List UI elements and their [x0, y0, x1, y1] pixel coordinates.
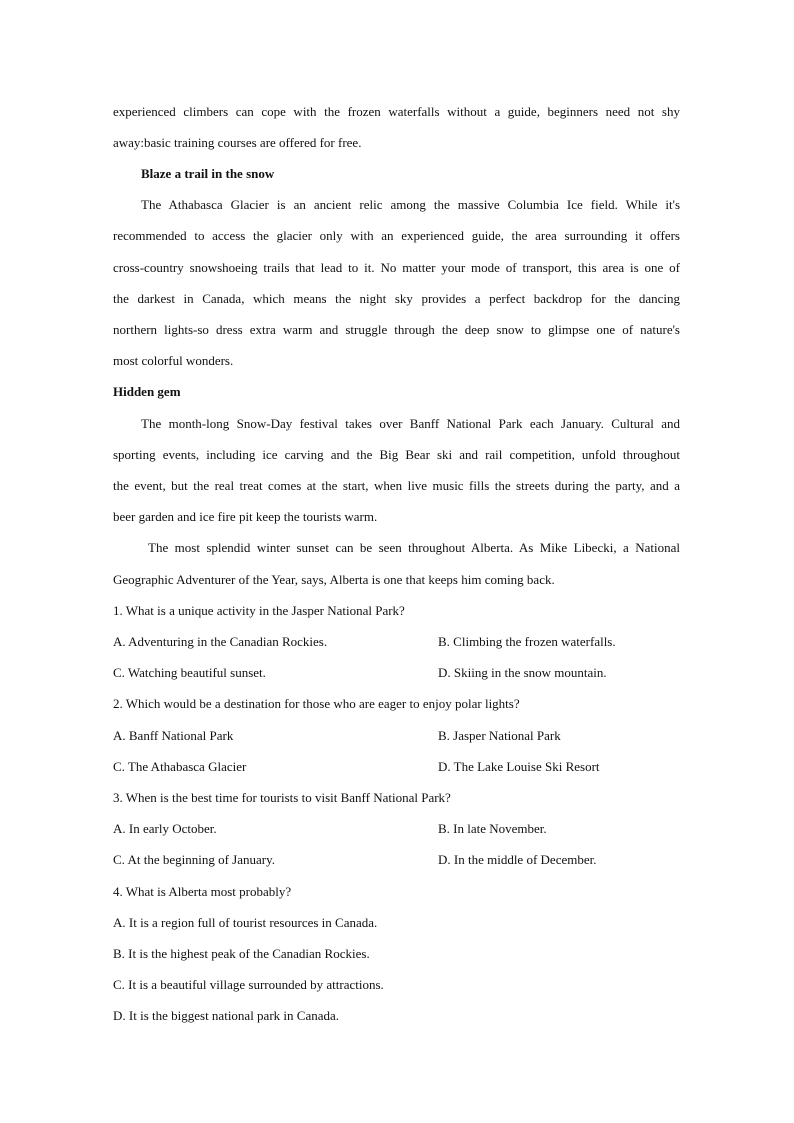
paragraph-line: the event, but the real treat comes at the start, when live music fills the streets during the party, and a — [113, 478, 680, 493]
option-c: C. At the beginning of January. — [113, 852, 275, 867]
option-b: B. Jasper National Park — [438, 728, 561, 743]
paragraph-line: Geographic Adventurer of the Year, says, Alberta is one that keeps him coming back. — [113, 572, 555, 587]
question-stem: 1. What is a unique activity in the Jasper National Park? — [113, 603, 405, 618]
question-stem: 4. What is Alberta most probably? — [113, 884, 292, 899]
option-a: A. It is a region full of tourist resources in Canada. — [113, 915, 378, 930]
paragraph-line: recommended to access the glacier only with an experienced guide, the area surrounding it offers — [113, 228, 680, 243]
option-c: C. It is a beautiful village surrounded by attractions. — [113, 977, 384, 992]
option-c: C. Watching beautiful sunset. — [113, 665, 266, 680]
option-c: C. The Athabasca Glacier — [113, 759, 247, 774]
paragraph-line: most colorful wonders. — [113, 353, 234, 368]
option-b: B. It is the highest peak of the Canadian Rockies. — [113, 946, 370, 961]
question-stem: 2. Which would be a destination for those who are eager to enjoy polar lights? — [113, 696, 520, 711]
section-heading-hidden-gem: Hidden gem — [113, 384, 181, 399]
paragraph-line: sporting events, including ice carving and the Big Bear ski and rail competition, unfold throughout — [113, 447, 680, 462]
paragraph-line: beer garden and ice fire pit keep the tourists warm. — [113, 509, 378, 524]
option-d: D. Skiing in the snow mountain. — [438, 665, 607, 680]
option-a: A. In early October. — [113, 821, 217, 836]
paragraph-line: The month-long Snow-Day festival takes over Banff National Park each January. Cultural and — [141, 416, 680, 431]
paragraph-line: northern lights-so dress extra warm and struggle through the deep snow to glimpse one of nature's — [113, 322, 680, 337]
option-b: B. Climbing the frozen waterfalls. — [438, 634, 616, 649]
paragraph-line: the darkest in Canada, which means the night sky provides a perfect backdrop for the dancing — [113, 291, 680, 306]
question-stem: 3. When is the best time for tourists to visit Banff National Park? — [113, 790, 451, 805]
option-d: D. In the middle of December. — [438, 852, 597, 867]
option-b: B. In late November. — [438, 821, 547, 836]
intro-line-2: away:basic training courses are offered for free. — [113, 135, 362, 150]
option-a: A. Adventuring in the Canadian Rockies. — [113, 634, 328, 649]
paragraph-line: The most splendid winter sunset can be seen throughout Alberta. As Mike Libecki, a National — [148, 540, 680, 555]
intro-line-1: experienced climbers can cope with the frozen waterfalls without a guide, beginners need not shy — [113, 104, 680, 119]
option-d: D. The Lake Louise Ski Resort — [438, 759, 600, 774]
paragraph-line: The Athabasca Glacier is an ancient relic among the massive Columbia Ice field. While it's — [141, 197, 680, 212]
section-heading-blaze: Blaze a trail in the snow — [141, 166, 275, 181]
paragraph-line: cross-country snowshoeing trails that lead to it. No matter your mode of transport, this area is one of — [113, 260, 680, 275]
option-a: A. Banff National Park — [113, 728, 234, 743]
option-d: D. It is the biggest national park in Canada. — [113, 1008, 340, 1023]
